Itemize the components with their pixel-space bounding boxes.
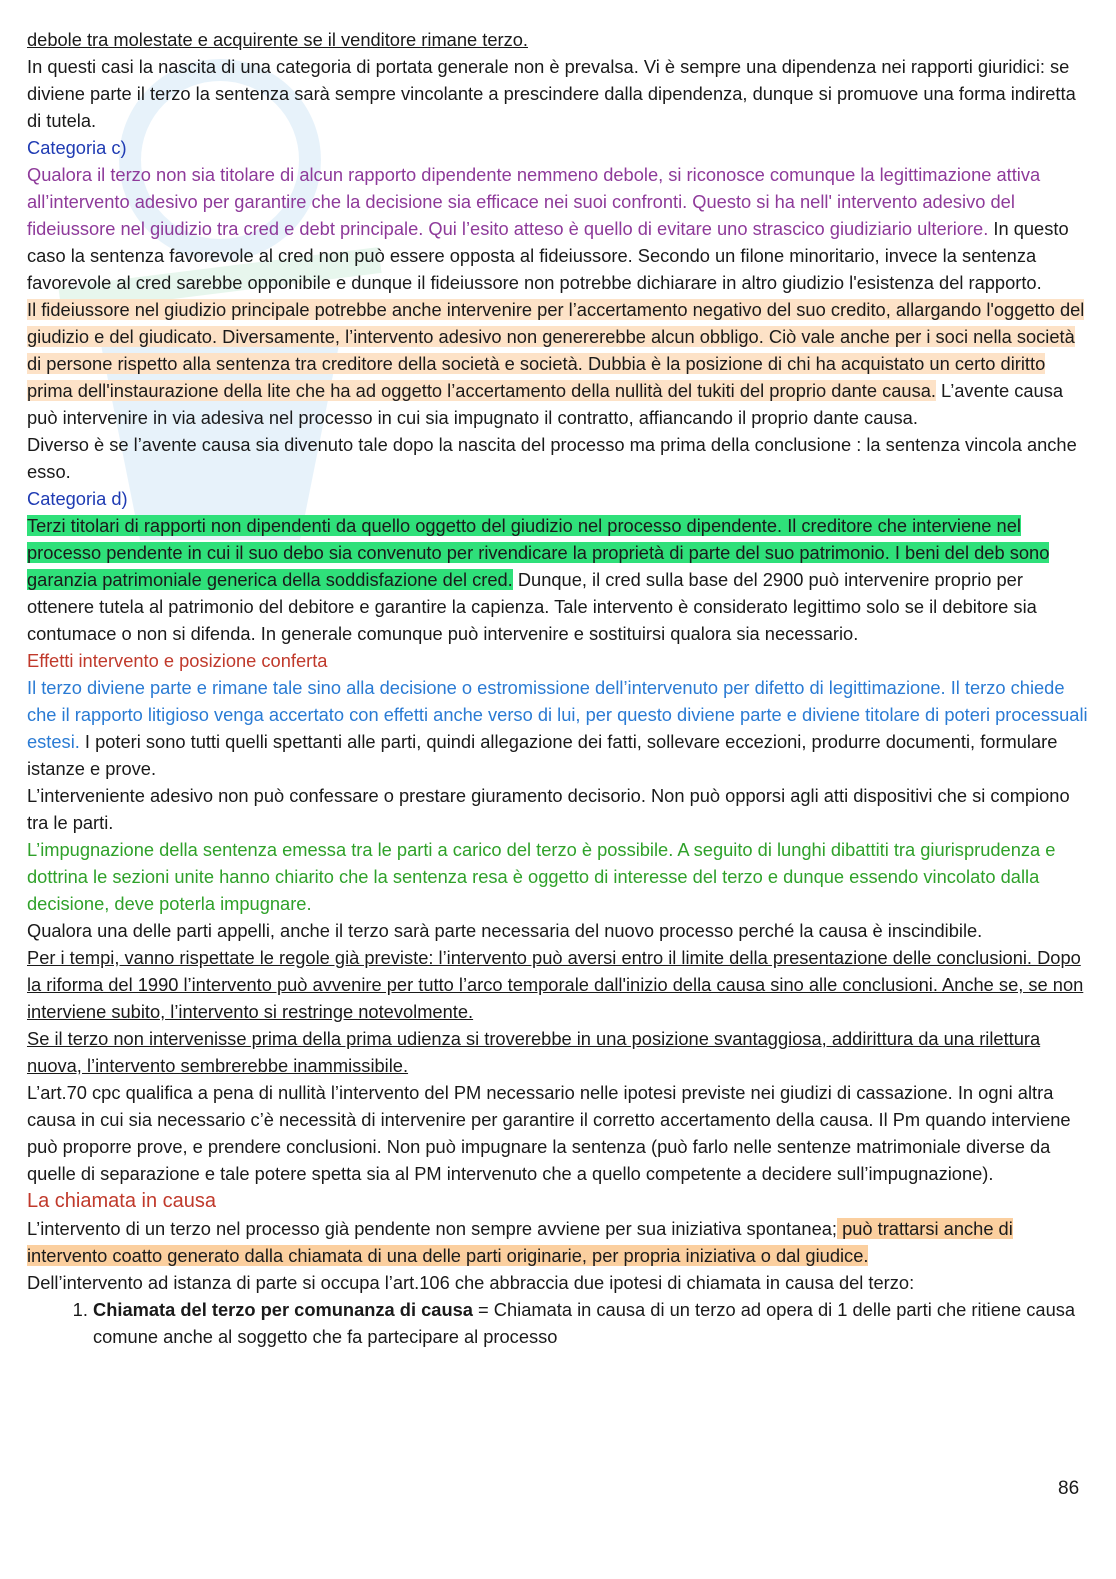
- paragraph: [27, 161, 1089, 296]
- paragraph: [27, 1079, 1089, 1187]
- paragraph: [27, 512, 1089, 647]
- text-segment: Categoria d): [27, 488, 128, 509]
- text-segment: I poteri sono tutti quelli spettanti alle parti, quindi allegazione dei fatti, sollevare eccezioni, produrre documenti, formulare istanze e prove.: [27, 731, 1058, 779]
- paragraph: [27, 26, 1089, 53]
- paragraph: [27, 917, 1089, 944]
- document-body: [27, 26, 1089, 1350]
- text-segment: Qualora il terzo non sia titolare di alcun rapporto dipendente nemmeno debole, si riconosce comunque la legittimazione attiva all’intervento adesivo per garantire che la decisione sia efficace nei suoi confronti. Questo si ha nell' intervento adesivo del fideiussore nel giudizio tra cred e debt principale. Qui l’esito atteso è quello di evitare uno strascico giudiziario ulteriore.: [27, 164, 1041, 239]
- paragraph: [27, 782, 1089, 836]
- text-segment: può trattarsi anche di intervento coatto generato dalla chiamata di una delle parti originarie, per propria iniziativa o dal giudice.: [27, 1218, 1013, 1266]
- text-segment: Il terzo diviene parte e rimane tale sino alla decisione o estromissione dell’intervenuto per difetto di legittimazione. Il terzo chiede che il rapporto litigioso venga accertato con effetti anche verso di lui, per questo diviene parte e diviene titolare di poteri processuali estesi.: [27, 677, 1088, 752]
- text-segment: Dell’intervento ad istanza di parte si occupa l’art.106 che abbraccia due ipotesi di chiamata in causa del terzo:: [27, 1272, 915, 1293]
- paragraph: [27, 1269, 1089, 1296]
- paragraph: [27, 944, 1089, 1025]
- text-segment: L’intervento di un terzo nel processo già pendente non sempre avviene per sua iniziativa spontanea;: [27, 1218, 837, 1239]
- text-segment: Terzi titolari di rapporti non dipendenti da quello oggetto del giudizio nel processo dipendente. Il creditore che interviene nel processo pendente in cui il suo debo sia convenuto per rivendicare la proprietà di parte del suo patrimonio. I beni del deb sono garanzia patrimoniale generica della soddisfazione del cred.: [27, 515, 1050, 590]
- paragraph: [27, 53, 1089, 134]
- paragraph: [27, 485, 1089, 512]
- paragraph: [27, 1187, 1089, 1215]
- text-segment: In questo caso la sentenza favorevole al cred non può essere opposta al fideiussore. Secondo un filone minoritario, invece la sentenza favorevole al cred sarebbe opponibile e dunque il fideiussore non potrebbe dichiarare in altro giudizio l'esistenza del rapporto.: [27, 218, 1069, 293]
- page-number: 86: [1058, 1478, 1080, 1499]
- text-segment: debole tra molestate e acquirente se il venditore rimane terzo.: [27, 29, 528, 50]
- text-segment: Dunque, il cred sulla base del 2900 può intervenire proprio per ottenere tutela al patrimonio del debitore e garantire la capienza. Tale intervento è considerato legittimo solo se il debitore sia contumace o non si difenda. In generale comunque può intervenire e sostituirsi qualora sia necessario.: [27, 569, 1037, 644]
- text-segment: Categoria c): [27, 137, 127, 158]
- text-segment: Se il terzo non intervenisse prima della prima udienza si troverebbe in una posizione svantaggiosa, addirittura da una rilettura nuova, l’intervento sembrerebbe inammissibile.: [27, 1028, 1041, 1076]
- paragraph: [27, 1025, 1089, 1079]
- text-segment: Effetti intervento e posizione conferta: [27, 650, 328, 671]
- paragraph: [27, 836, 1089, 917]
- paragraph: [27, 1215, 1089, 1269]
- list-item-title: Chiamata del terzo per comunanza di causa: [93, 1299, 473, 1320]
- paragraph: [27, 674, 1089, 782]
- paragraph: [27, 647, 1089, 674]
- text-segment: L’avente causa può intervenire in via adesiva nel processo in cui sia impugnato il contratto, affiancando il proprio dante causa.: [27, 380, 1064, 428]
- text-segment: Il fideiussore nel giudizio principale potrebbe anche intervenire per l’accertamento negativo del suo credito, allargando l'oggetto del giudizio e del giudicato. Diversamente, l’intervento adesivo non genererebbe alcun obbligo. Ciò vale anche per i soci nella società di persone rispetto alla sentenza tra creditore della società e società. Dubbia è la posizione di chi ha acquistato un certo diritto prima dell'instaurazione della lite che ha ad oggetto l’accertamento della nullità del tukiti del proprio dante causa.: [27, 299, 1085, 401]
- text-segment: L’impugnazione della sentenza emessa tra le parti a carico del terzo è possibile. A seguito di lunghi dibattiti tra giurisprudenza e dottrina le sezioni unite hanno chiarito che la sentenza resa è oggetto di interesse del terzo e dunque essendo vincolato dalla decisione, deve poterla impugnare.: [27, 839, 1056, 914]
- paragraphs: [27, 26, 1089, 1296]
- text-segment: L’interveniente adesivo non può confessare o prestare giuramento decisorio. Non può opporsi agli atti dispositivi che si compiono tra le parti.: [27, 785, 1070, 833]
- text-segment: Qualora una delle parti appelli, anche il terzo sarà parte necessaria del nuovo processo perché la causa è inscindibile.: [27, 920, 983, 941]
- paragraph: [27, 134, 1089, 161]
- list-item-text: = Chiamata in causa di un terzo ad opera di 1 delle parti che ritiene causa comune anche al soggetto che fa partecipare al processo: [93, 1299, 1076, 1347]
- text-segment: Diverso è se l’avente causa sia divenuto tale dopo la nascita del processo ma prima della conclusione : la sentenza vincola anche esso.: [27, 434, 1077, 482]
- text-segment: Per i tempi, vanno rispettate le regole già previste: l’intervento può aversi entro il limite della presentazione delle conclusioni. Dopo la riforma del 1990 l’intervento può avvenire per tutto l’arco temporale dall'inizio della causa sino alle conclusioni. Anche se, se non interviene subito, l’intervento si restringe notevolmente.: [27, 947, 1084, 1022]
- paragraph: [27, 431, 1089, 485]
- list-item: [93, 1296, 1089, 1350]
- numbered-list: [27, 1296, 1089, 1350]
- text-segment: In questi casi la nascita di una categoria di portata generale non è prevalsa. Vi è sempre una dipendenza nei rapporti giuridici: se diviene parte il terzo la sentenza sarà sempre vincolante a prescindere dalla dipendenza, dunque si promuove una forma indiretta di tutela.: [27, 56, 1076, 131]
- text-segment: La chiamata in causa: [27, 1190, 217, 1212]
- text-segment: L’art.70 cpc qualifica a pena di nullità l’intervento del PM necessario nelle ipotesi previste nei giudizi di cassazione. In ogni altra causa in cui sia necessario c’è necessità di intervenire per garantire il corretto accertamento della causa. Il Pm quando interviene può proporre prove, e prendere conclusioni. Non può impugnare la sentenza (può farlo nelle sentenze matrimoniale diverse da quelle di separazione e tale potere spetta sia al PM intervenuto che a quello competente a decidere sull’impugnazione).: [27, 1082, 1071, 1184]
- paragraph: [27, 296, 1089, 431]
